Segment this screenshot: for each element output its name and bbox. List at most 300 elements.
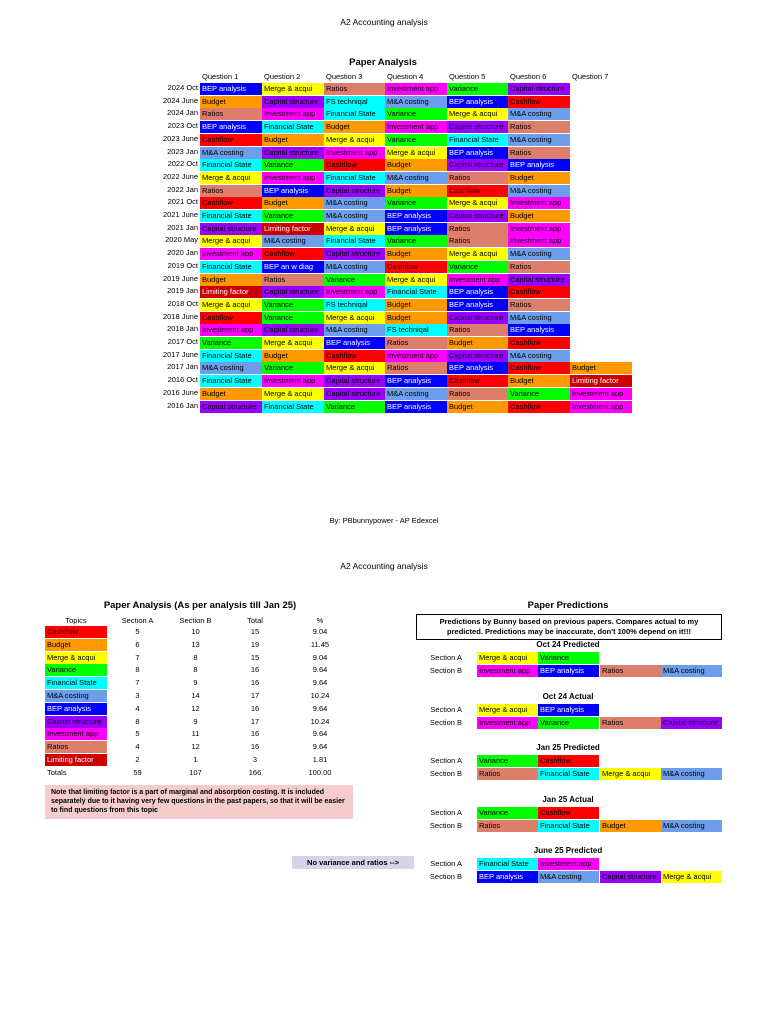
topic-cell: Capital structure — [447, 159, 509, 171]
prediction-cell: M&A costing — [661, 665, 722, 677]
summary-value: 9.64 — [312, 729, 328, 739]
prediction-cell: Financial State — [538, 820, 599, 832]
topic-cell: Limiting factor — [200, 286, 262, 298]
topic-cell: Variance — [324, 401, 386, 413]
prediction-cell: Financial State — [477, 858, 538, 870]
row-label-2021-oct: 2021 Oct — [167, 197, 198, 207]
topic-cell: Variance — [385, 197, 447, 209]
summary-topic: Cashflow — [45, 626, 107, 638]
topic-cell: Ratios — [200, 185, 262, 197]
summary-value: 11 — [191, 729, 200, 739]
row-label-2024-jan: 2024 Jan — [167, 108, 198, 118]
row-label-2024-june: 2024 June — [162, 95, 198, 105]
topic-cell: Capital structure — [508, 274, 570, 286]
prediction-cell: Ratios — [600, 717, 661, 729]
row-label-2022-jan: 2022 Jan — [167, 184, 198, 194]
prediction-cell: Cashflow — [538, 807, 599, 819]
prediction-cell: BEP analysis — [538, 704, 599, 716]
summary-value: 10 — [191, 627, 200, 636]
topic-cell: Merge & acqui — [324, 134, 386, 146]
prediction-cell: Variance — [538, 652, 599, 664]
prediction-cell: Capital structure — [661, 717, 722, 729]
topic-cell: Budget — [200, 274, 262, 286]
topic-cell: Investment app — [385, 350, 447, 362]
summary-value: 17 — [250, 691, 260, 700]
topic-cell: Financial State — [262, 401, 324, 413]
prediction-cell: Merge & acqui — [477, 652, 538, 664]
summary-value: 9.64 — [312, 678, 328, 688]
topic-cell: M&A costing — [324, 261, 386, 273]
summary-value: 3 — [252, 755, 258, 764]
topic-cell: BEP analysis — [385, 375, 447, 387]
prediction-cell: M&A costing — [661, 768, 722, 780]
topic-cell: Merge & acqui — [385, 274, 447, 286]
column-header-question-7: Question 7 — [572, 72, 609, 81]
topic-cell: Capital structure — [447, 350, 509, 362]
prediction-cell: Variance — [538, 717, 599, 729]
prediction-cell: Budget — [600, 820, 661, 832]
prediction-cell: M&A costing — [661, 820, 722, 832]
summary-value: 4 — [135, 703, 140, 713]
topic-cell: Ratios — [508, 121, 570, 133]
topic-cell: Variance — [262, 312, 324, 324]
topic-cell: Budget — [447, 401, 509, 413]
topic-cell: Financial State — [447, 134, 509, 146]
prediction-cell: Merge & acqui — [600, 768, 661, 780]
topic-cell: Variance — [385, 108, 447, 120]
topic-cell: BEP analysis — [200, 121, 262, 133]
topic-cell: M&A costing — [200, 147, 262, 159]
prediction-cell: BEP analysis — [538, 665, 599, 677]
topic-cell: BEP analysis — [200, 83, 262, 95]
section-label: Section A — [430, 756, 462, 766]
summary-value: 9.64 — [312, 742, 328, 752]
topic-cell: Ratios — [508, 299, 570, 311]
summary-value: 4 — [135, 742, 140, 752]
prediction-cell: Ratios — [477, 820, 538, 832]
summary-value: 16 — [250, 742, 260, 752]
topic-cell: FS techniqal — [324, 299, 386, 311]
summary-heading: Paper Analysis (As per analysis till Jan 25) — [103, 600, 297, 611]
topic-cell: BEP analysis — [385, 223, 447, 235]
topic-cell: BEP analysis — [447, 286, 509, 298]
summary-topic: Totals — [45, 767, 107, 779]
row-label-2017-oct: 2017 Oct — [167, 337, 198, 346]
topic-cell: Budget — [200, 388, 262, 400]
topic-cell: Financial State — [200, 261, 262, 273]
column-header-question-5: Question 5 — [449, 72, 486, 81]
topic-cell: Limiting factor — [262, 223, 324, 235]
topic-cell: BEP analysis — [508, 159, 570, 171]
section-label: Section A — [430, 653, 462, 662]
topic-cell: Financial State — [324, 172, 386, 184]
topic-cell: M&A costing — [508, 185, 570, 197]
column-header-question-3: Question 3 — [326, 72, 363, 81]
summary-value: 15 — [250, 652, 260, 662]
summary-value: 19 — [250, 639, 260, 649]
topic-cell: Variance — [385, 235, 447, 247]
summary-value: 16 — [250, 665, 260, 675]
summary-col-header: % — [316, 616, 324, 625]
topic-cell: Ratios — [447, 324, 509, 336]
row-label-2023-jan: 2023 Jan — [167, 146, 198, 156]
summary-col-header: Section B — [179, 616, 212, 625]
topic-cell: Merge & acqui — [200, 172, 262, 184]
topic-cell: Budget — [385, 248, 447, 260]
summary-value: 2 — [135, 755, 140, 764]
summary-value: 1 — [193, 755, 198, 764]
prediction-cell: Investment app — [477, 717, 538, 729]
row-label-2017-june: 2017 June — [162, 349, 198, 359]
topic-cell: Financial State — [324, 108, 386, 120]
topic-cell: Ratios — [508, 147, 570, 159]
topic-cell: BEP analysis — [324, 337, 386, 349]
topic-cell: Ratios — [324, 83, 386, 95]
summary-value: 8 — [135, 716, 140, 726]
topic-cell: Budget — [262, 350, 324, 362]
topic-cell: Ratios — [508, 261, 570, 273]
topic-cell: Financial State — [324, 235, 386, 247]
topic-cell: Investment app — [385, 121, 447, 133]
summary-topic: Capital structure — [45, 716, 107, 728]
row-label-2023-oct: 2023 Oct — [167, 121, 198, 131]
summary-value: 10.24 — [310, 716, 330, 726]
topic-cell: Capital structure — [447, 312, 509, 324]
prediction-cell: BEP analysis — [477, 871, 538, 883]
topic-cell: Investment app — [570, 388, 632, 400]
prediction-cell: Investment app — [477, 665, 538, 677]
topic-cell: Capital structure — [262, 324, 324, 336]
prediction-cell: Variance — [477, 807, 538, 819]
section-label: Section A — [430, 704, 462, 714]
topic-cell: BEP analysis — [508, 324, 570, 336]
summary-value: 17 — [250, 716, 260, 726]
prediction-title: Jan 25 Actual — [542, 794, 594, 804]
topic-cell: Capital structure — [200, 223, 262, 235]
row-label-2019-jan: 2019 Jan — [167, 286, 198, 296]
limiting-factor-note: Note that limiting factor is a part of marginal and absorption costing. It is included separately due to it having very few questions in the past papers, so that it will be easier to find questions from this topic — [45, 785, 353, 819]
row-label-2017-jan: 2017 Jan — [167, 362, 198, 372]
row-label-2018-jan: 2018 Jan — [167, 324, 198, 334]
row-label-2019-june: 2019 June — [162, 273, 198, 283]
topic-cell: M&A costing — [385, 388, 447, 400]
topic-cell: Variance — [262, 299, 324, 311]
summary-value: 166 — [248, 767, 262, 777]
summary-value: 14 — [191, 691, 200, 700]
summary-topic: Ratios — [45, 741, 107, 753]
summary-value: 9.64 — [312, 665, 328, 675]
topic-cell: Capital structure — [508, 83, 570, 95]
row-label-2016-oct: 2016 Oct — [167, 375, 198, 385]
summary-value: 16 — [250, 729, 260, 739]
predictions-disclaimer: Predictions by Bunny based on previous papers. Compares actual to my predicted. Predictions may be inaccurate, don't 100% depend on it!!! — [416, 614, 722, 640]
topic-cell: Merge & acqui — [447, 108, 509, 120]
summary-value: 59 — [133, 767, 142, 777]
row-label-2021-june: 2021 June — [162, 210, 198, 219]
topic-cell: Merge & acqui — [447, 248, 509, 260]
topic-cell: BEP analysis — [447, 96, 509, 108]
topic-cell: M&A costing — [385, 172, 447, 184]
topic-cell: Cashflow — [447, 185, 509, 197]
topic-cell: Financial State — [200, 159, 262, 171]
topic-cell: BEP an w diag — [262, 261, 324, 273]
prediction-cell: Ratios — [477, 768, 538, 780]
section-label: Section B — [429, 666, 462, 675]
topic-cell: Variance — [447, 83, 509, 95]
topic-cell: Ratios — [447, 388, 509, 400]
summary-topic: Investment app — [45, 728, 107, 740]
topic-cell: Budget — [324, 121, 386, 133]
topic-cell: Budget — [508, 375, 570, 387]
topic-cell: Financial State — [200, 350, 262, 362]
topic-cell: Merge & acqui — [447, 197, 509, 209]
topic-cell: Cashflow — [324, 350, 386, 362]
summary-col-header: Section A — [121, 616, 154, 625]
summary-value: 3 — [135, 691, 140, 700]
section-label: Section B — [429, 820, 462, 830]
topic-cell: Ratios — [447, 172, 509, 184]
topic-cell: Investment app — [262, 375, 324, 387]
topic-cell: Merge & acqui — [324, 223, 386, 235]
topic-cell: Ratios — [385, 337, 447, 349]
topic-cell: Investment app — [200, 248, 262, 260]
topic-cell: Variance — [262, 159, 324, 171]
topic-cell: Ratios — [262, 274, 324, 286]
summary-value: 5 — [135, 729, 140, 739]
summary-value: 8 — [135, 665, 140, 675]
prediction-cell: Merge & acqui — [477, 704, 538, 716]
summary-value: 9.04 — [312, 652, 328, 662]
topic-cell: M&A costing — [508, 108, 570, 120]
topic-cell: Budget — [262, 134, 324, 146]
topic-cell: Cashflow — [324, 159, 386, 171]
topic-cell: Cashflow — [508, 401, 570, 413]
topic-cell: Budget — [385, 299, 447, 311]
topic-cell: Ratios — [447, 235, 509, 247]
topic-cell: BEP analysis — [447, 299, 509, 311]
summary-value: 1.81 — [312, 755, 328, 764]
topic-cell: Financial State — [385, 286, 447, 298]
topic-cell: Budget — [570, 362, 632, 374]
summary-value: 12 — [191, 703, 200, 713]
row-label-2020-jan: 2020 Jan — [167, 248, 198, 258]
topic-cell: Cashflow — [447, 375, 509, 387]
summary-topic: Variance — [45, 664, 107, 676]
topic-cell: Variance — [385, 134, 447, 146]
row-label-2020-may: 2020 May — [165, 235, 198, 245]
author-credit: By: PBbunnypower - AP Edexcel — [329, 516, 439, 525]
summary-value: 7 — [135, 678, 140, 688]
column-header-question-4: Question 4 — [387, 72, 424, 81]
topic-cell: Variance — [262, 362, 324, 374]
topic-cell: Variance — [447, 261, 509, 273]
topic-cell: Capital structure — [324, 388, 386, 400]
topic-cell: Cashflow — [200, 197, 262, 209]
topic-cell: Merge & acqui — [324, 312, 386, 324]
summary-value: 9.64 — [312, 703, 328, 713]
topic-cell: BEP analysis — [447, 362, 509, 374]
summary-value: 16 — [250, 703, 260, 713]
summary-value: 16 — [250, 678, 260, 688]
summary-value: 107 — [189, 767, 202, 777]
topic-cell: Budget — [508, 210, 570, 222]
topic-cell: Ratios — [200, 108, 262, 120]
topic-cell: M&A costing — [508, 312, 570, 324]
summary-value: 6 — [135, 639, 140, 649]
topic-cell: Capital structure — [447, 121, 509, 133]
section-label: Section A — [430, 807, 462, 817]
topic-cell: M&A costing — [508, 248, 570, 260]
topic-cell: Capital structure — [324, 185, 386, 197]
summary-topic: M&A costing — [45, 690, 107, 702]
topic-cell: Cashflow — [262, 248, 324, 260]
topic-cell: Budget — [508, 172, 570, 184]
column-header-question-1: Question 1 — [202, 72, 239, 81]
row-label-2024-oct: 2024 Oct — [167, 83, 198, 92]
topic-cell: Capital structure — [262, 96, 324, 108]
topic-cell: Capital structure — [200, 401, 262, 413]
topic-cell: Cashflow — [200, 312, 262, 324]
topic-cell: Financial State — [262, 121, 324, 133]
topic-cell: Variance — [324, 274, 386, 286]
prediction-cell: Investment app — [538, 858, 599, 870]
topic-cell: M&A costing — [324, 197, 386, 209]
topic-cell: M&A costing — [324, 324, 386, 336]
summary-value: 13 — [191, 639, 200, 649]
prediction-cell: M&A costing — [538, 871, 599, 883]
topic-cell: Merge & acqui — [262, 83, 324, 95]
prediction-title: Jan 25 Predicted — [536, 743, 600, 753]
topic-cell: Cashflow — [508, 286, 570, 298]
topic-cell: Investment app — [262, 108, 324, 120]
topic-cell: M&A costing — [200, 362, 262, 374]
topic-cell: Cashflow — [508, 362, 570, 374]
topic-cell: Budget — [447, 337, 509, 349]
column-header-question-6: Question 6 — [510, 72, 547, 81]
topic-cell: FS techniqal — [324, 96, 386, 108]
topic-cell: Ratios — [447, 223, 509, 235]
topic-cell: Merge & acqui — [262, 337, 324, 349]
row-label-2023-june: 2023 June — [162, 133, 198, 143]
summary-value: 10.24 — [310, 691, 330, 700]
topic-cell: Investment app — [570, 401, 632, 413]
prediction-cell: Merge & acqui — [661, 871, 722, 883]
summary-value: 11.45 — [310, 639, 330, 649]
topic-cell: M&A costing — [324, 210, 386, 222]
topic-cell: Investment app — [324, 147, 386, 159]
topic-cell: Variance — [508, 388, 570, 400]
topic-cell: Budget — [385, 185, 447, 197]
paper-analysis-heading: Paper Analysis — [349, 57, 417, 68]
topic-cell: BEP analysis — [447, 147, 509, 159]
summary-value: 12 — [191, 742, 200, 752]
prediction-cell: Cashflow — [538, 755, 599, 767]
summary-topic: Budget — [45, 639, 107, 651]
topic-cell: FS techniqal — [385, 324, 447, 336]
prediction-title: Oct 24 Predicted — [536, 640, 600, 649]
summary-topic: BEP analysis — [45, 703, 107, 715]
topic-cell: Financial State — [200, 375, 262, 387]
topic-cell: Merge & acqui — [200, 299, 262, 311]
summary-value: 9 — [193, 678, 198, 688]
topic-cell: Merge & acqui — [262, 388, 324, 400]
topic-cell: BEP analysis — [262, 185, 324, 197]
topic-cell: Budget — [200, 96, 262, 108]
row-label-2016-june: 2016 June — [162, 387, 198, 397]
topic-cell: Budget — [262, 197, 324, 209]
summary-topic: Merge & acqui — [45, 652, 107, 664]
page-title: A2 Accounting analysis — [340, 17, 428, 27]
topic-cell: Merge & acqui — [200, 235, 262, 247]
summary-topic: Limiting factor — [45, 754, 107, 766]
topic-cell: Capital structure — [324, 375, 386, 387]
page-title-2: A2 Accounting analysis — [340, 561, 428, 571]
topic-cell: Capital structure — [262, 147, 324, 159]
topic-cell: Cashflow — [200, 134, 262, 146]
prediction-title: June 25 Predicted — [533, 846, 603, 856]
topic-cell: BEP analysis — [385, 401, 447, 413]
topic-cell: Investment app — [447, 274, 509, 286]
topic-cell: Capital structure — [447, 210, 509, 222]
section-label: Section B — [429, 717, 462, 727]
section-label: Section A — [430, 859, 462, 869]
topic-cell: Investment app — [262, 172, 324, 184]
summary-value: 8 — [193, 665, 198, 675]
prediction-cell: Financial State — [538, 768, 599, 780]
prediction-cell: Capital structure — [600, 871, 661, 883]
topic-cell: Ratios — [385, 362, 447, 374]
topic-cell: M&A costing — [262, 235, 324, 247]
section-label: Section B — [429, 769, 462, 779]
row-label-2018-oct: 2018 Oct — [167, 298, 198, 308]
topic-cell: Investment app — [200, 324, 262, 336]
row-label-2019-oct: 2019 Oct — [167, 260, 198, 270]
topic-cell: Budget — [385, 159, 447, 171]
topic-cell: Investment app — [508, 223, 570, 235]
summary-value: 5 — [135, 627, 140, 636]
prediction-cell: Ratios — [600, 665, 661, 677]
section-label: Section B — [429, 872, 462, 882]
topic-cell: Capital structure — [324, 248, 386, 260]
row-label-2018-june: 2018 June — [162, 311, 198, 321]
topic-cell: Investment app — [508, 197, 570, 209]
column-header-question-2: Question 2 — [264, 72, 301, 81]
topic-cell: Variance — [262, 210, 324, 222]
summary-value: 15 — [250, 627, 260, 636]
summary-value: 9 — [193, 716, 198, 726]
topic-cell: Variance — [200, 337, 262, 349]
summary-value: 7 — [135, 652, 140, 662]
row-label-2022-oct: 2022 Oct — [167, 159, 198, 169]
topic-cell: Investment app — [385, 83, 447, 95]
predictions-heading: Paper Predictions — [527, 600, 609, 611]
topic-cell: M&A costing — [508, 134, 570, 146]
topic-cell: Investment app — [508, 235, 570, 247]
prediction-title: Oct 24 Actual — [542, 691, 594, 701]
summary-col-header: Total — [247, 616, 263, 625]
prediction-cell: Variance — [477, 755, 538, 767]
topic-cell: Budget — [385, 312, 447, 324]
summary-value: 8 — [193, 652, 198, 662]
summary-value: 9.04 — [312, 627, 328, 636]
topic-cell: Cashflow — [508, 96, 570, 108]
summary-topic: Financial State — [45, 677, 107, 689]
row-label-2022-june: 2022 June — [162, 171, 198, 181]
summary-col-header: Topics — [65, 616, 87, 625]
row-label-2021-jan: 2021 Jan — [167, 222, 198, 232]
row-label-2016-jan: 2016 Jan — [167, 400, 198, 410]
topic-cell: Financial State — [200, 210, 262, 222]
